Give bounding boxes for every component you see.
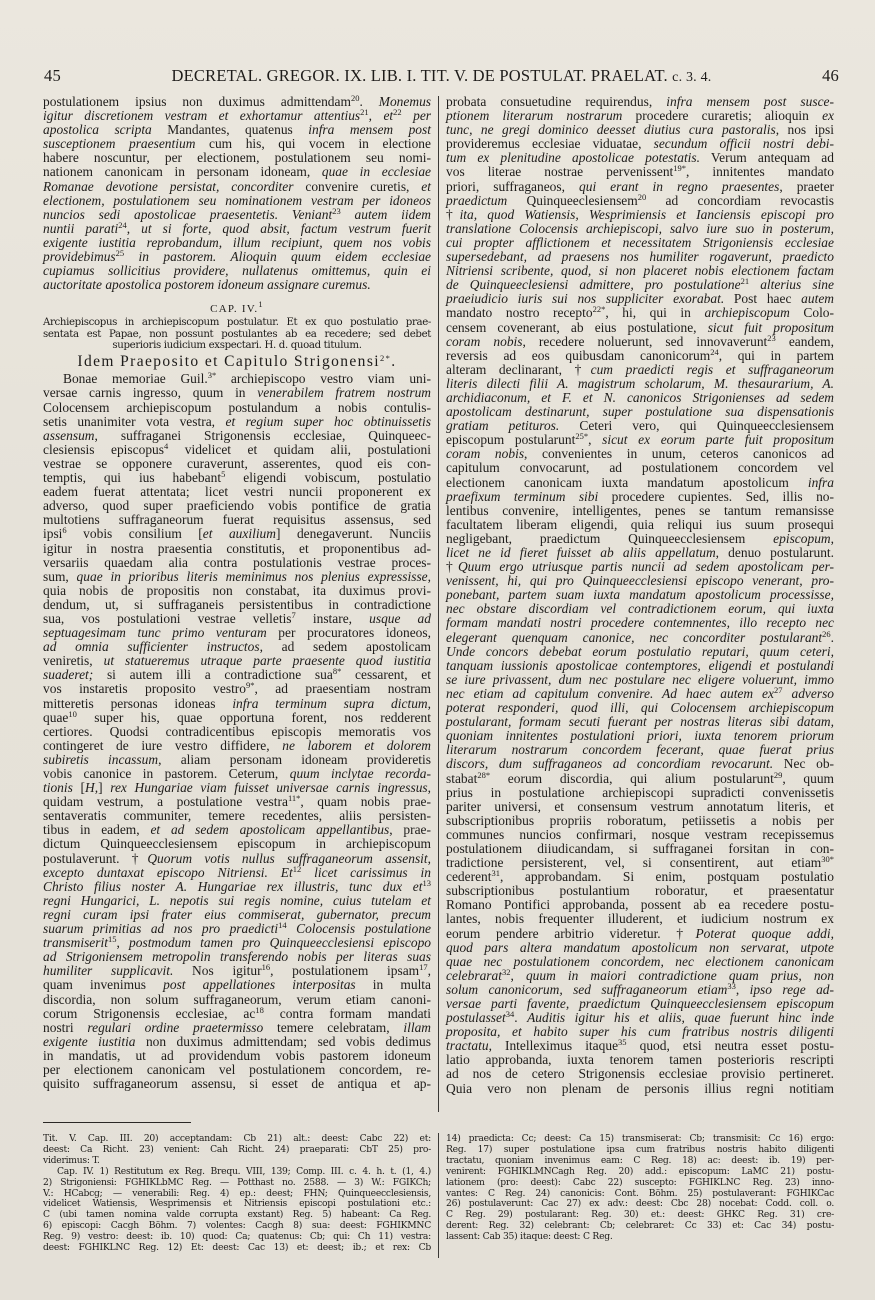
chapter-summary: Archiepiscopus in archiepiscopum postulatur. Et ex quo postulatio prae- sentata est Papae, non possunt postulantes ab ea recedere; sed debet superioris iudicium exspectari. H. d. quoad titulum. [43,317,431,351]
chapter-heading [43,299,431,316]
footnote-line: lationem (pro: deest): Cabc 22) suscepto: FGHIKLNC Reg. 23) inno- [446,1176,834,1188]
footnote-line: deest: FGHIKLNC Reg. 12) Et: deest: Cac 13) et: deest; ib.; et rex: Cb [43,1242,431,1254]
chapter-heading-text: CAP. IV. [210,303,259,316]
footnote-line: 14) praedicta: Cc; deest: Ca 15) transmiserat: Cb; transmisit: Cc 16) ergo: [446,1133,834,1144]
running-title-text: DECRETAL. GREGOR. IX. LIB. I. TIT. V. DE POSTULAT. PRAELAT. [171,66,668,85]
footnote-line: C (ubi tamen nomina valde corrupta exstant) Reg. 5) habeant: Ca Reg. [43,1209,431,1221]
footnote-line: lassent: Cab 35) itaque: deest: C Reg. [446,1231,613,1243]
footnote-line: Cap. IV. 1) Restitutum ex Reg. Brequ. VIII, 139; Comp. III. c. 4. h. t. (1, 4.) [57,1165,431,1177]
footnote-line: viderimus: T. [43,1154,100,1166]
footnote-rule [43,1122,191,1123]
footnote-line: vantes: C Reg. 24) canonicis: Cont. Böhm. 25) postulaverant: FGHIKCac [446,1187,834,1199]
footnotes-right [446,1134,834,1243]
footnote-line: 2) Strigoniensi: FGHIKLbMC Reg. — Potthast no. 2588. — 3) W.: FGIKCh; [43,1176,431,1188]
footnote-line: venirent: FGHIKLMNCagh Reg. 20) add.: episcopum: LaMC 21) postu- [446,1165,834,1177]
column-divider [438,96,439,1112]
footnotes-left [43,1134,431,1254]
footnote-line: V.: HCabcg; — venerabili: Reg. 4) ep.: deest; FHN; Quinqueecclesiensis, [43,1187,431,1199]
footnote-line: 26) postulaverunt: Cac 27) ex adv.: deest: Cbc 28) nocebat: Codd. coll. o. [446,1198,834,1210]
address-note-ref: 2* [379,353,392,364]
footnote-line: Tit. V. Cap. III. 20) acceptandam: Cb 21) alt.: deest: Cabc 22) et: [43,1133,431,1144]
footnote-line: deest: Ca Richt. 23) venient: Cah Richt. 24) praeparati: CbT 25) pro- [43,1143,431,1155]
footnote-line: Reg. 17) super postulatione ipsa cum fratribus nostris habito diligenti [446,1143,834,1155]
running-chapter: c. 3. 4. [672,70,712,85]
right-column: probata consuetudine requirendus, infra mensem post susce- ptionem literarum nostrarum procedere curaretis; alioquin ex tunc, ne gregi dominico deesset diutius cura pastoralis, nos ipsi provideremus ecclesiae viduatae, secundum officii nostri debi- tum ex plenitudine apostolicae potestatis. Verum antequam ad vos literae nostrae pervenissent$^{19*}$, innitentes mandato priori, suffraganeos, qui erant in regno praesentes, praeter praedictum Quinqueeclesiensem$^{20}$ ad concordiam revocastis †ita, quod Watiensis, Wesprimiensis et Ianciensis episcopi pro translatione Colocensis archiepiscopi, salvo iure suo in posterum, cui propter afflictionem et necessitatem Strigoniensis ecclesiae supersedebant, ad praesens nos humiliter rogaverunt, praedicto Nitriensi scribente, quod, si non placeret nobis electionem factam de Quinqueeclesiensi admittere, pro postulatione$^{21}$ alterius sine praeiudicio iuris sui nos suppliciter exorabat. Post haec autem mandato nostro recepto$^{22*}$, hi, qui in archiepiscopum Colo- censem covenerant, ab eius postulatione, sicut fuit propositum coram nobis, recedere noluerunt, sed innovaverunt$^{23}$ eandem, reversis ad eos quibusdam canonicorum$^{24}$, qui in partem alteram declinarant, †cum praedicti regis et suffraganeorum literis dilecti filii A. magistrum scholarum, M. thesaurarium, A. archidiaconum, et F. et N. canonicos Strigonienses ad sedem apostolicam destinarunt, super postulatione sua dispensationis gratiam petituros. Ceteri vero, qui Quinqueecclesiensem episcopum postularunt$^{25*}$, sicut ex eorum parte fuit propositum coram nobis, convenientes in unum, ceteros canonicos ad capitulum convocarunt, ad postulationem concordem vel electionem canonicam iuxta mandatum apostolicum infra praefixum terminum sibi procedere cupientes. Sed, illis no- lentibus convenire, intelligentes, penes se tantum remansisse facultatem liberam eligendi, quia reliqui ius suum prosequi negligebant, praedictum Quinqueecclesiensem episcopum, licet ne id fieret fuisset ab aliis appellatum, denuo postularunt. †Quum ergo utriusque partis nuncii ad sedem apostolicam per- venissent, hi, qui pro Quinqueecclesiensi episcopo venerant, pro- ponebant, partem suam iuxta mandatum apostolicum processisse, nec obstare discordiam vel contradictionem eorum, qui iuxta formam mandati nostri procedere contemnentes, illo recepto nec elegerant quenquam canonice, nec concorditer postularant$^{26}$. Unde concors debebat eorum postulatio reputari, quum ceteri, tanquam iussionis apostolicae contemptores, eligendi et postulandi se iure privassent, dum nec postulare nec eligere voluerunt, immo nec etiam ad capitulum convenire. Ad haec autem $ex^{27}$ adverso poterat responderi, quod illi, qui Colocensem archiepiscopum postularant, formam secuti fuerant per nostras literas sibi datam, quoniam innitentes postulationi priori, iuxta tenorem priorum literarum nostrarum concordem fecerant, quae fuerat prius discors, dum suffraganeos ad concordiam revocarunt. Nec ob- stabat$^{28*}$ eorum discordia, qui alium postularunt$^{29}$, quum prius in postulatione archiepiscopi supradicti convenissetis pariter universi, et consensum vestrum annotatum literis, et subscriptionibus propriis roboratum, petiissetis a nobis per communes nuncios confirmari, nosque vestram recepissemus postulationem diiudicandam, si suffraganei forsitan in con- tradictione persisterent, vel, si consentirent, aut etiam$^{30*}$ cederent$^{31}$, approbandam. Si enim, postquam postulatio subscriptionibus postulantium roboratur, et praesentatur Romano Pontifici approbanda, possent ab ea recedere postu- lantes, nobis frequenter illuderent, et iudicium nostrum ex eorum pendere arbitrio videretur. †Poterat quoque addi, quod pars altera mandatum apostolicum non servarat, utpote quae nec postulationem concordem, nec electionem canonicam celebrarat$^{32}$, quum in maiori contradictione quam prius, non solum canonicorum, sed suffraganeorum etiam$^{33}$, ipso rege ad- versae parti favente, praedictum Quinqueecclesiensem episcopum postulasset$^{34}$. Auditis igitur his et aliis, quae fuerunt hinc inde proposita, et habito super his cum fratribus nostris diligenti tractatu, Intelleximus itaque$^{35}$ quod, etsi neutra esset postu- latio approbanda, iuxta tenorem tamen posterioris rescripti ad nos de cetero Strigonensis ecclesiae provisio pertineret. Quia vero non plenam de personis illius regni notitiam [446,94,835,1096]
letter-address: Idem Praeposito et Capitulo Strigonensi$^{2*}$. [77,353,397,371]
footnote-line: videlicet Watiensis, Wesprimensis et Nitriensis episcopi postulationi etc.: [43,1198,431,1210]
chapter-note-ref: 1 [258,299,264,310]
footnote-line: C Reg. 29) postularant: Reg. 30) et.: deest: GHKC Reg. 31) cre- [446,1209,834,1221]
footnote-line: 6) episcopi: Cacgh Böhm. 7) volentes: Cacgh 8) sua: deest: FGHIKMNC [43,1220,431,1232]
left-column: postulationem ipsius non duximus admittendam$^{20}$. Monemus igitur discretionem vestram et exhortamur attentius$^{21}$, $et^{22}$ per apostolica scripta Mandantes, quatenus infra mensem post susceptionem praesentium cum his, qui vocem in electione habere noscuntur, per electionem, postulationem seu nomi- nationem canonicam in personam idoneam, quae in ecclesiae Romanae devotione persistat, concorditer convenire curetis, et electionem, postulationem seu nominationem vestram per idoneos nuncios sedi apostolicae praesentetis. Veniant$^{23}$ autem iidem nuntii parati$^{24}$, ut si forte, quod absit, factum vestrum fuerit exigente iustitia reprobandum, illum recipiunt, quem nos vobis providebimus$^{25}$ in pastorem. Alioquin quum eidem ecclesiae cupiamus sollicitius providere, nullatenus omittemus, quin ei auctoritate apostolica postorem idoneum assignare curemus. CAP. IV.$^1$ Archiepiscopus in archiepiscopum postulatur. Et ex quo postulatio prae- sentata est Papae, non possunt postulantes ab ea recedere; sed debet superioris iudicium exspectari. H. d. quoad titulum. Idem Praeposito et Capitulo Strigonensi$^{2*}$. Bonae memoriae Guil.$^{3*}$ archiepiscopo vestro viam uni- versae carnis ingresso, quum in venerabilem fratrem nostrum Colocensem archiepiscopum postulandum a nobis contulis- setis unanimiter vota vestra, et regium super hoc obtinuissetis assensum, suffraganei Strigonensis ecclesiae, Quinqueec- clesiensis episcopus$^4$ videlicet et quidam alii, postulationi vestrae se opponere curaverunt, asserentes, quod eis con- temptis, qui ius habebant$^5$ eligendi vobiscum, postulatio eadem fuerat attentata; licet vestri nuncii proponerent ex adverso, quod super praeficiendo vobis pontifice de gratia multotiens suffraganeorum fuerat requisitus assensus, sed ipsi$^6$ vobis consilium [et auxilium] denegaverunt. Nunciis igitur in nostra praesentia constitutis, et proponentibus ad- versariis quaedam alia contra postulationis vestrae proces- sum, quae in prioribus literis meminimus nos plenius expressisse, quia nobis de propositis non constabat, ita duximus provi- dendum, ut, si suffraganeis persistentibus in contradictione sua, vos postulationi vestrae velletis$^7$ instare, usque ad septuagesimam tunc primo venturam per procuratores idoneos, ad omnia sufficienter instructos, ad sedem apostolicam veniretis, ut statueremus utraque parte praesente quod iustitia suaderet; si autem illi a contradictione sua$^{8*}$ cessarent, et vos instaretis proposito vestro$^{9*}$, ad praesentiam nostram mitteretis personas idoneas infra terminum supra dictum, quae$^{10}$ super his, quae opportuna forent, nos redderent certiores. Quodsi contradicentibus episcopis memoratis vos contingeret de iure vestro diffidere, ne laborem et dolorem subiretis incassum, aliam personam idoneam provideretis vobis canonice in pastorem. Ceterum, quum inclytae recorda- tionis [H,] rex Hungariae viam fuisset universae carnis ingressus, quidam vestrum, a postulatione vestra$^{11*}$, quam nobis prae- sentaveratis communiter, temere recedentes, aliis persisten- tibus in eadem, et ad sedem apostolicam appellantibus, prae- dictum Quinqueecclesiensem episcopum in archiepiscopum postulaverunt. †Quorum votis nullus suffraganeorum assensit, excepto duntaxat episcopo Nitriensi. Et$^{12}$ licet carissimus in Christo filius noster A. Hungariae rex illustris, tunc dux $et^{13}$ regni Hungarici, L. nepotis sui regis nomine, cuius tutelam et regni curam ipsi frater eius commiserat, gubernator, precum suarum primitias ad nos pro praedicti$^{14}$ Colocensis postulatione transmiserit$^{15}$, postmodum tamen pro Quinqueecclesiensi episcopo ad Strigoniensem metropolin transferendo nobis per literas suas humiliter supplicavit. Nos igitur$^{16}$, postulationem ipsam$^{17}$, quam invenimus post appellationes interpositas in multa discordia, non solum suffraganeorum, verum etiam canoni- corum Strigonensis ecclesiae, $ac^{18}$ contra formam mandati nostri regulari ordine praetermisso temere celebratam, illam exigente iustitia non duximus admittendam; sed vobis dedimus in mandatis, ut ad providendum vobis pastorem idoneum per electionem canonicam vel postulationem concordem, re- quisito suffraganeorum assensu, si esset de antiqua et ap- [43,93,432,1092]
footnote-line: Reg. 9) vestro: deest: ib. 10) quod: Ca; quatenus: Cb; qui: Ch 11) vestra: [43,1231,431,1243]
running-title [44,66,839,86]
page-number-left: 45 [44,66,61,85]
footnote-column-divider [438,1133,439,1258]
footnote-line: tractatu, quoniam invenimus eam: C Reg. 18) ac: deest: ib. 19) per- [446,1154,834,1166]
page-number-right: 46 [822,66,839,85]
footnote-line: derent: Reg. 32) celebrant: Cb; celebraret: Cc 33) et: Cac 34) postu- [446,1220,834,1232]
running-header [44,66,839,86]
letter-address-text: Idem Praeposito et Capitulo Strigonensi [77,353,380,371]
